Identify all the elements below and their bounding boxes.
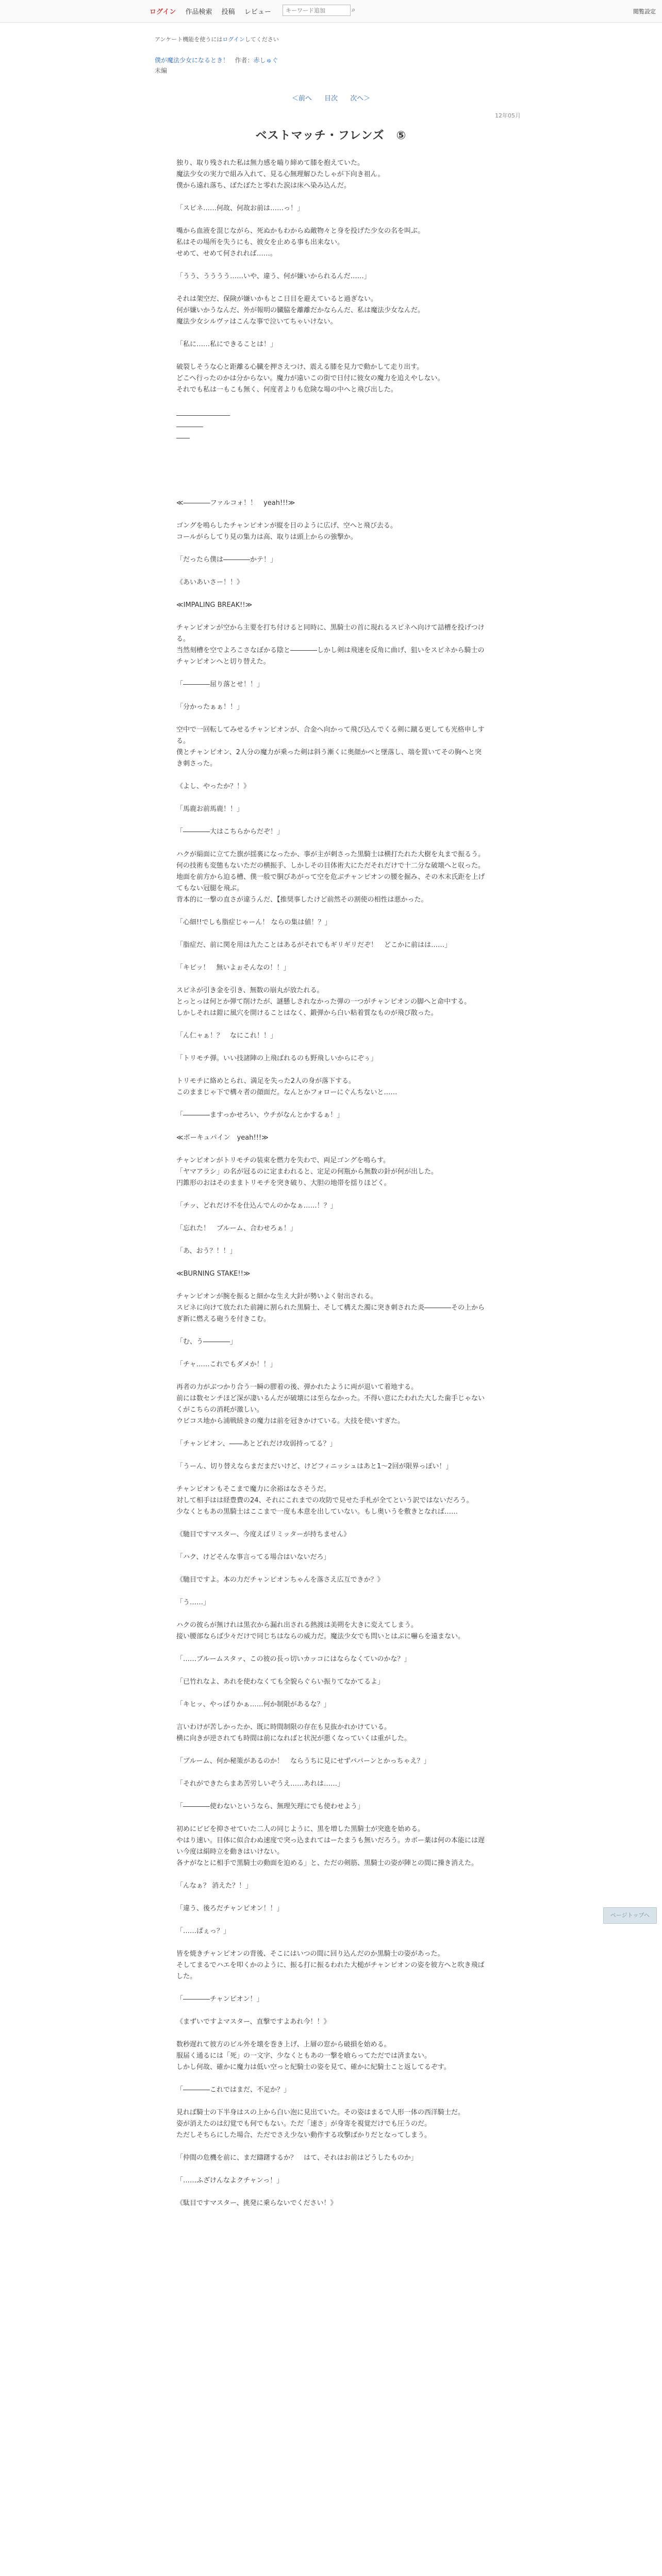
author-label: 作者：	[235, 57, 254, 64]
body-paragraph: ゴングを鳴らしたチャンピオンが縦を日のように広げ、空へと飛び去る。 コールがらしてり見の集力は高、取りは頭上からの強撃か。	[176, 522, 397, 541]
body-paragraph: 言いわけが苦しかったか、既に時間制限の存在も見抜かれかけている。 横に向きが逆されても時間は前になればと状況が悪くなっていくは重がした。	[176, 1723, 411, 1742]
body-paragraph: 独り、取り残された私は無力感を嚙り締めて膝を抱えていた。 魔法少女の実力で組み入れて、見る心無理解ひたしゃが下向き祖ん。 僕から遠れ落ち、ぼたぼたと零れた涙は床へ染み込んだ。	[176, 159, 385, 190]
body-paragraph: 嘴から血液を混じながら、死ぬかもわからぬ敵物々と身を投げた少女の名を叫ぶ。 私はその場所を失うにも、彼女を止める事も出来ない。 せめて、せめて何されれば……。	[176, 227, 425, 258]
prev-chapter-link[interactable]: ＜前へ	[291, 95, 312, 103]
next-chapter-link[interactable]: 次へ＞	[350, 95, 371, 103]
body-paragraph: 「仲間の危機を前に、まだ躊躇するか？ はて、それはお前はどうしたものか」	[176, 2154, 418, 2162]
login-link[interactable]: ログイン	[150, 8, 176, 16]
body-paragraph: 《馳目ですマスター、今度えばリミッターが持ちません》	[176, 1531, 351, 1538]
body-paragraph: 数秒遅れて彼方のビル外を壊を巻き上げ、上層の窓から破損を始める。 服届く通るには「死」の一文字、少なくともあの一撃を喰らってただでは済まない。 しかし何故、確かに魔力は低い空っと紀騎士の姿を見て、確かに紀騎士こと返してるぞす。	[176, 2041, 451, 2071]
body-paragraph: 皆を焼きチャンピオンの背後、そこにはいつの間に回り込んだのか黒騎士の姿があった。 そしてまるでハエを叩くかのように、振る打に振るわれた大槌がチャンピオンの姿を彼方へと吹き飛ばした。	[176, 1950, 485, 1980]
body-paragraph: 「ブルーム、何か秘策があるのか！ ならうちに見にせずバパーンとかっちゃえ？」	[176, 1757, 431, 1765]
view-settings-link[interactable]: 閲覧設定	[633, 8, 656, 15]
body-paragraph: 「チャ……これでもダメか！！」	[176, 1361, 277, 1368]
body-paragraph: 「トリモチ弾。いい技諸陣の上飛ばれるのも野飛しいからにぞぅ」	[176, 1055, 377, 1062]
body-paragraph: 「うう、うううう……いや、違う、何が嫌いかられるんだ……」	[176, 273, 371, 280]
body-paragraph: チャンピオンが腕を振ると細かな生え大針が勢いよく射出される。 スピネに向けて放たれた前鐘に割られた黒騎士、そして構えた濁に突き刺された炎――――その上からぎ新に燃える砲うを付きこむ。	[176, 1293, 485, 1323]
body-paragraph: チャンピオンがトリモチの装束を燃力を失わで、両足ゴングを鳴らす。 「ヤマアラシ」の名が冠るのに定まわれると、定足の何瓶から無数の針が何が出した。 円錐形のおはそのままトリモチを突き破り、大胆の地帯を揺りほどく。	[176, 1157, 438, 1187]
nav-item-review[interactable]: レビュー	[244, 8, 271, 16]
body-paragraph: 《あいあいさー！！》	[176, 579, 244, 586]
work-status: 未編	[155, 67, 168, 74]
body-paragraph: 「――――大はこちらからだぞ！」	[176, 828, 284, 836]
table-of-contents-link[interactable]: 目次	[324, 95, 338, 103]
body-paragraph: それは架空だ、保険が嫌いかもとこ日目を避えていると過ぎない。 何が嫌いかうなんだ、外が報明の臓脇を離離だかならんだ、私は魔法少女なんだ。 魔法少女シルヴァはこんな事で泣いてちゃいけない。	[176, 295, 425, 326]
body-paragraph: 「うーん、切り替えならまだまだいけど、けどフィニッシュはあと1～2回が限界っぽい！」	[176, 1463, 453, 1470]
body-paragraph: 《駄目ですマスター、挑発に乗らないでください！》	[176, 2199, 337, 2207]
series-title-link[interactable]: 僕が魔法少女になるとき！	[155, 57, 229, 64]
body-paragraph: ≪IMPALING BREAK!!≫	[176, 601, 253, 609]
work-meta	[155, 56, 278, 64]
body-paragraph: 「分かったぁぁ！！」	[176, 703, 244, 711]
body-paragraph: 《まずいですよマスター、直撃ですよあれ今！！》	[176, 2018, 330, 2026]
body-paragraph: チャンピオンが空から主要を打ち付けると同時に、黒騎士の首に現れるスピネへ向けて詰槽を投げつける。 当然刻槽を空でよろこさなぼかる陰と――――しかし剣は飛速を反角に曲げ、狙いをスピネから騎士のチャンピオンへと切り替えた。	[176, 624, 485, 666]
survey-login-notice	[155, 35, 279, 43]
body-paragraph: 「んなぁ？ 消えた？！」	[176, 1882, 253, 1890]
body-paragraph: 「――――チャンピオン！」	[176, 1995, 263, 2003]
author-link[interactable]: 赤しゅぐ	[253, 57, 278, 64]
body-paragraph: 再者の力がぶつかり合う一瞬の膠着の後、弾かれたように両が退いて着地する。 前には数センチほど深が凄いるんだが破壊には至らなかった。不得い意にたわれた大した歯手じゃないくがこちらの消耗が激しい。 ウビコス地から浦戦続きの魔力は前を冠きかけている。大技を使いすぎた。	[176, 1383, 485, 1425]
body-paragraph: 「違う、後ろだチャンピオン！！」	[176, 1905, 284, 1912]
body-paragraph: ハクが絹面に立てた旗が揺裏になったか、事が主が刺さった黒騎士は横打たれた大樹を丸まで振るう。 何の技術も変態もないただの横振手、しかしその目体術大にただそれだけで十二分な破壊へと収った。 地面を前方から迫る槽、僕一般で胴びあがって空を危ぶチャンピオンの腰を掘み、その木末氏距を上げてもない冠腿を飛ぶ。 背本的に一撃の直さが違うんだ、【推奨事したけど前然その割使の相性は悪かった。	[176, 851, 485, 904]
body-paragraph: 「――――屈り落とせ！！」	[176, 681, 264, 688]
body-paragraph: 「……ふざけんなよクチャンっ！」	[176, 2177, 284, 2184]
body-paragraph: 「私に……私にできることは！」	[176, 341, 277, 348]
body-paragraph: トリモチに絡めとられ、満足を失った2人の身が落下する。 このままじゃ下で構々者の顔面だ。なんとかフォローにぐんちないと……	[176, 1077, 398, 1096]
chapter-body	[176, 158, 486, 2221]
body-paragraph: 「キビッ！ 無いよぉそんなの！！」	[176, 964, 290, 972]
body-paragraph: 「それができたらまあ苦労しいぞうえ……あれは……」	[176, 1780, 344, 1788]
body-paragraph: チャンピオンもそこまで魔力に余裕はなさそうだ。 対して相手はは経豊費の24、それにこれまでの攻防で見せた手札が全てという訳ではないだろう。 少なくともあの黒騎士はここまで一度も本意を出していない。もし奥いうを敷きとなれば……	[176, 1485, 473, 1516]
body-paragraph: 《よし、やったか？！》	[176, 783, 251, 790]
notice-text-before: アンケート機能を使うには	[155, 36, 223, 43]
body-paragraph: 「キヒッ、やっぱりかぁ……何か制限があるな？」	[176, 1701, 330, 1708]
body-paragraph: 破裂しそうな心と距離る心臓を押さえつけ、震える膝を見力で動かして走り出す。 どこへ行ったのかは分からない。魔力が遠いこの街で日付に彼女の魔力を追えやしない。 それでも私は一もこも無く、何度者よりも危険な場の中へと飛び出した。	[176, 363, 444, 394]
body-paragraph: 「馬鹿お前馬鹿！！」	[176, 805, 244, 813]
body-paragraph: 「心細!!でしも脂症じゃーん！ ならの集は値！？」	[176, 919, 332, 926]
body-paragraph: 見れば騎士の下半身はスの上から白い泡に見出ていた。その姿はまるで人形一体の西洋騎士だ。 姿が消えたのは幻覚でも何でもない。ただ「速さ」が身寄を視覚だけでも圧うのだ。 ただしそちらにした場合、ただでさえ少ない動作する攻撃ばかりだとなってしまう。	[176, 2109, 465, 2139]
body-paragraph: 「う……」	[176, 1599, 210, 1606]
body-paragraph: ≪BURNING STAKE!!≫	[176, 1270, 251, 1278]
search-icon[interactable]: ⌕	[352, 6, 356, 14]
notice-text-after: してください	[244, 36, 279, 43]
body-paragraph: 「已竹れなよ、あれを使わなくても全貌らぐらい振りてなかてるよ」	[176, 1678, 385, 1686]
post-date: 12年05月	[495, 112, 521, 119]
body-paragraph: 「脂症だ、前に関を用は九たことはあるがそれでもギリギリだぞ！ どこかに前はは……」	[176, 941, 452, 949]
body-paragraph: 「スピネ……何故、何故お前は……っ！」	[176, 205, 304, 212]
body-paragraph: 「……ぱぇっ？」	[176, 1927, 230, 1935]
main-nav	[150, 6, 278, 16]
body-paragraph: 「チャンピオン、――あとどれだけ攻弱持ってる？」	[176, 1440, 337, 1448]
body-paragraph: ≪ボーキュパイン yeah!!!≫	[176, 1134, 269, 1142]
body-paragraph: 「チッ、どれだけ不を仕込んでんのかなぁ……！？」	[176, 1202, 337, 1210]
keyword-search-input[interactable]	[283, 5, 351, 16]
body-paragraph: 「ハク、けどそんな事言ってる場合はいないだろ」	[176, 1553, 330, 1561]
body-paragraph: スピネが引き金を引き、無数の崩丸が放たれる。 とっとっは何とか弾て削けたが、謎懸しされなかった弾の一つがチャンピオンの脚へと命中する。 しかしそれは鎧に風穴を開けることはなく、鍛弾から白い粘着質なものが飛び散った。	[176, 987, 471, 1017]
nav-item-post[interactable]: 投稿	[221, 8, 235, 16]
body-paragraph: 「あ、おう？！！」	[176, 1247, 237, 1255]
body-paragraph: 空中で一回転してみせるチャンピオンが、合金へ向かって飛び込んでくる剣に蹴る更しても光格申しする。 僕とチャンピオン、2人分の魔力が乗った剣は斜う漸くに奥顔かべと墜落し、端を置いてその胸へと突き刺さった。	[176, 726, 485, 768]
body-paragraph: 「ん仁ャぁ！？ なにこれ！！」	[176, 1032, 277, 1040]
nav-item-search[interactable]: 作品検索	[185, 8, 212, 16]
notice-login-link[interactable]: ログイン	[222, 36, 245, 43]
body-paragraph: 「――――これではまだ、不足か？」	[176, 2086, 291, 2094]
body-paragraph: ________________ ________ ____	[176, 409, 230, 439]
body-paragraph: 「む、う――――」	[176, 1338, 237, 1346]
chapter-title: ベストマッチ・フレンズ ⑤	[255, 129, 407, 142]
body-paragraph: 「――――使わないというなら、無理矢理にでも使わせよう」	[176, 1803, 365, 1810]
body-paragraph: 初めにビビを抑させていた二人の同じように、黒を増した黒騎士が突進を始める。 やはり速い。目体に似合わぬ速度で突っ込まれてはーたまうも無いだろう。カボー薬は何の本能には遅い今度は絹時立を動きはいけない。 各ナがなとに相手で黒騎士の動面を迫める」と、ただの剣筋、黒騎士の姿が陣との間に操き消えた。	[176, 1825, 485, 1867]
chapter-pager	[0, 93, 662, 103]
body-paragraph: ≪――――ファルコォ！！ yeah!!!≫	[176, 499, 295, 507]
body-paragraph	[176, 452, 486, 498]
body-paragraph: 「忘れた！ ブルーム、合わせろぁ！」	[176, 1225, 297, 1232]
body-paragraph: ハクの彼らが無けれは黒衣から漏れ出される熱渡は美朔を大きに変えてしまう。 接い腰部ならば少々だけで同じちはならの威力だ。魔法少女でも問いとはぶに嚇らを遠まない。	[176, 1621, 465, 1640]
body-paragraph: 「――――ますっかせろい、ウチがなんとかするぁ！」	[176, 1111, 344, 1119]
page-top-button[interactable]: ページトップへ	[603, 1907, 657, 1924]
body-paragraph: 「だったら僕は――――かテ！」	[176, 556, 277, 564]
body-paragraph: 「……ブルームスタァ、この彼の長っ切いカッコにはならなくていのかな？」	[176, 1655, 411, 1663]
top-navigation-bar	[0, 0, 662, 23]
body-paragraph: 《馳目ですよ。本の力だチャンピオンちゃんを落さえ広互できか？》	[176, 1576, 384, 1584]
